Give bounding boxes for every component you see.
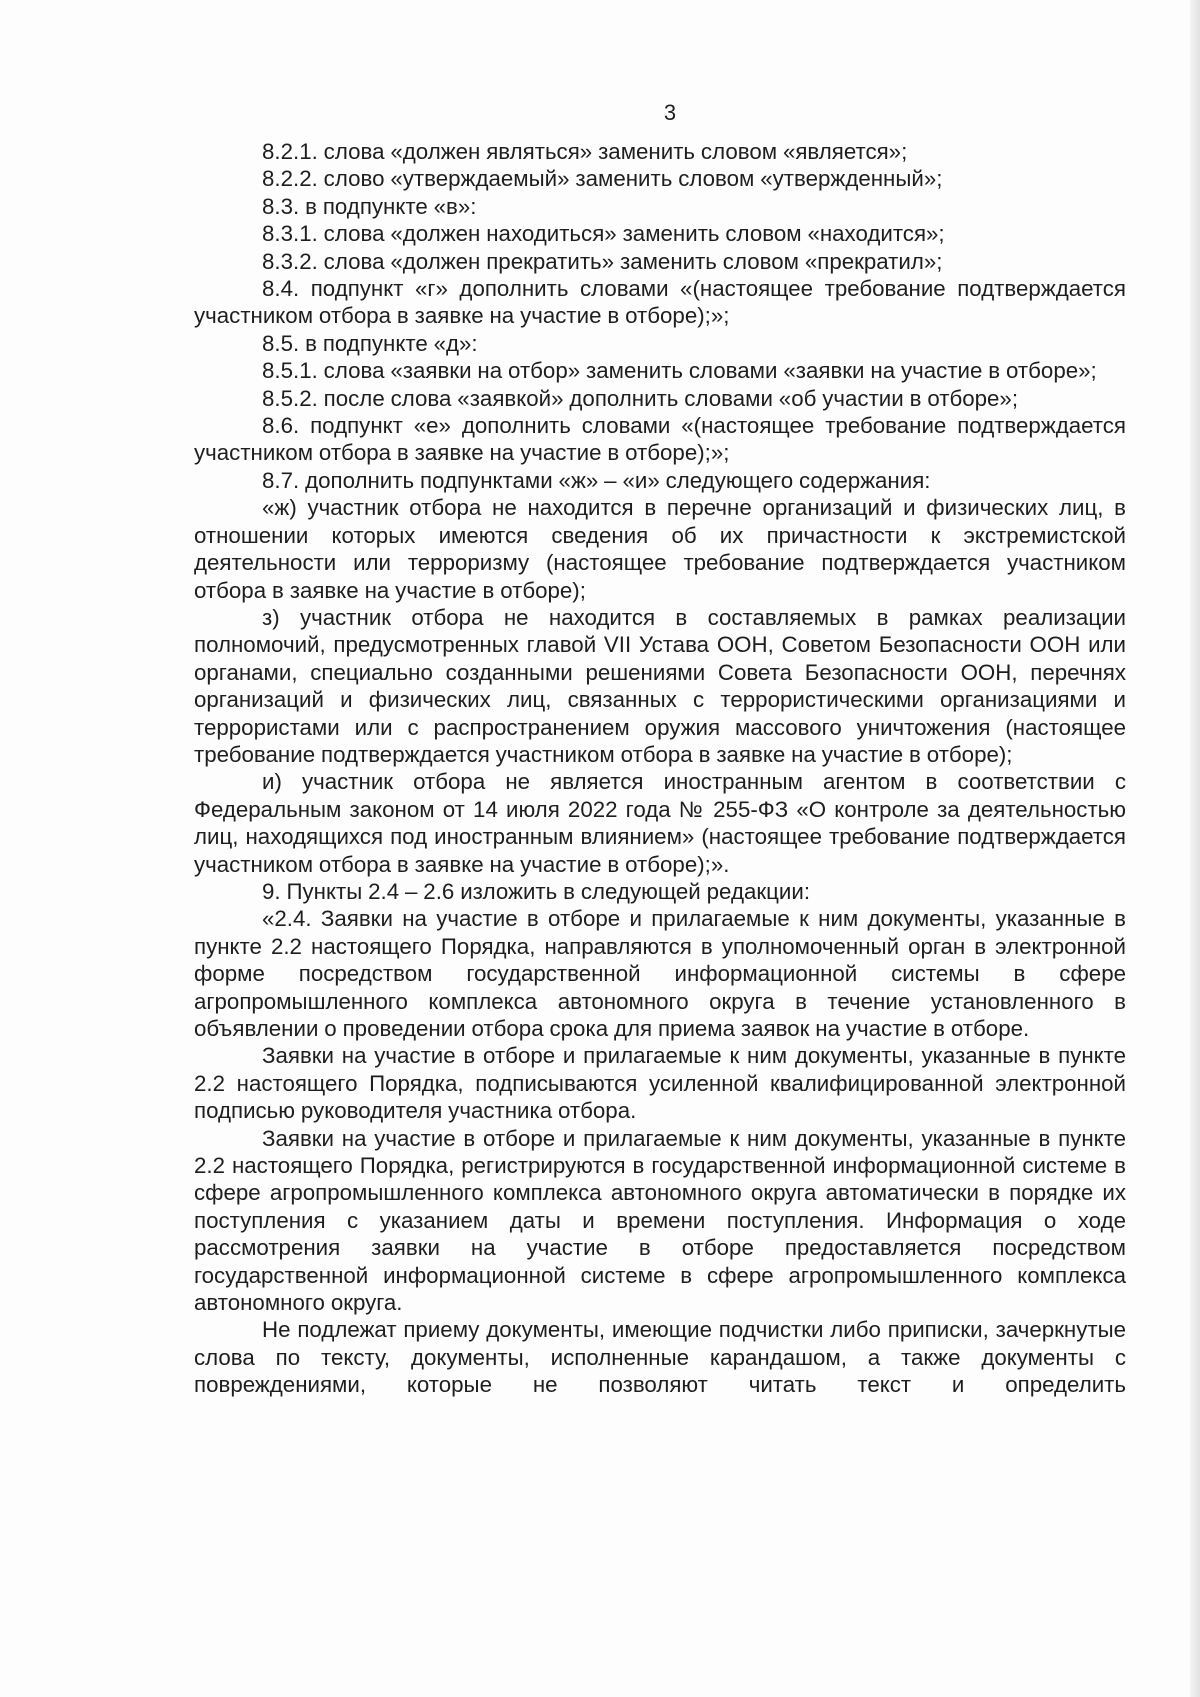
document-body bbox=[194, 138, 1126, 1399]
paragraph: з) участник отбора не находится в составляемых в рамках реализации полномочий, предусмотренных главой VII Устава ООН, Советом Безопасности ООН или органами, специально созданными решениями Совета Безопасности ООН, перечнях организаций и физических лиц, связанных с террористическими организациями и террористами или с распространением оружия массового уничтожения (настоящее требование подтверждается участником отбора в заявке на участие в отборе); bbox=[194, 604, 1126, 767]
paragraph: 8.4. подпункт «г» дополнить словами «(настоящее требование подтверждается участником отбора в заявке на участие в отборе);»; bbox=[194, 276, 1126, 329]
paragraph: «2.4. Заявки на участие в отборе и прилагаемые к ним документы, указанные в пункте 2.2 настоящего Порядка, направляются в уполномоченный орган в электронной форме посредством государственной информационной системы в сфере агропромышленного комплекса автономного округа в течение установленного в объявлении о проведении отбора срока для приема заявок на участие в отборе. bbox=[194, 906, 1126, 1041]
paragraph: «ж) участник отбора не находится в перечне организаций и физических лиц, в отношении которых имеются сведения об их причастности к экстремистской деятельности или терроризму (настоящее требование подтверждается участником отбора в заявке на участие в отборе); bbox=[194, 495, 1126, 603]
paragraph: Заявки на участие в отборе и прилагаемые к ним документы, указанные в пункте 2.2 настоящего Порядка, регистрируются в государственной информационной системе в сфере агропромышленного комплекса автономного округа автоматически в порядке их поступления с указанием даты и времени поступления. Информация о ходе рассмотрения заявки на участие в отборе предоставляется посредством государственной информационной системе в сфере агропромышленного комплекса автономного округа. bbox=[194, 1125, 1126, 1316]
paragraph: Заявки на участие в отборе и прилагаемые к ним документы, указанные в пункте 2.2 настоящего Порядка, подписываются усиленной квалифицированной электронной подписью руководителя участника отбора. bbox=[194, 1043, 1126, 1124]
paragraph: 8.2.2. слово «утверждаемый» заменить словом «утвержденный»; bbox=[262, 166, 943, 192]
paragraph: 8.7. дополнить подпунктами «ж» – «и» следующего содержания: bbox=[262, 467, 931, 493]
paragraph: 8.5.1. слова «заявки на отбор» заменить словами «заявки на участие в отборе»; bbox=[262, 358, 1097, 384]
paragraph: и) участник отбора не является иностранным агентом в соответствии с Федеральным законом от 14 июля 2022 года № 255-ФЗ «О контроле за деятельностью лиц, находящихся под иностранным влиянием» (настоящее требование подтверждается участником отбора в заявке на участие в отборе);». bbox=[194, 769, 1126, 877]
paragraph: 8.5. в подпункте «д»: bbox=[262, 330, 478, 356]
paragraph: 9. Пункты 2.4 – 2.6 изложить в следующей редакции: bbox=[262, 878, 811, 904]
paragraph: Не подлежат приему документы, имеющие подчистки либо приписки, зачеркнутые слова по тексту, документы, исполненные карандашом, а также документы с повреждениями, которые не позволяют читать текст и определить bbox=[194, 1317, 1126, 1398]
page-edge-shadow bbox=[1190, 0, 1200, 1697]
paragraph: 8.3. в подпункте «в»: bbox=[262, 193, 477, 219]
paragraph: 8.3.1. слова «должен находиться» заменить словом «находится»; bbox=[262, 221, 945, 247]
paragraph: 8.5.2. после слова «заявкой» дополнить словами «об участии в отборе»; bbox=[262, 385, 1019, 411]
paragraph: 8.6. подпункт «е» дополнить словами «(настоящее требование подтверждается участником отбора в заявке на участие в отборе);»; bbox=[194, 413, 1126, 466]
paragraph: 8.2.1. слова «должен являться» заменить словом «является»; bbox=[262, 139, 908, 164]
paragraph: 8.3.2. слова «должен прекратить» заменить словом «прекратил»; bbox=[262, 248, 943, 274]
page-number: 3 bbox=[663, 100, 677, 125]
